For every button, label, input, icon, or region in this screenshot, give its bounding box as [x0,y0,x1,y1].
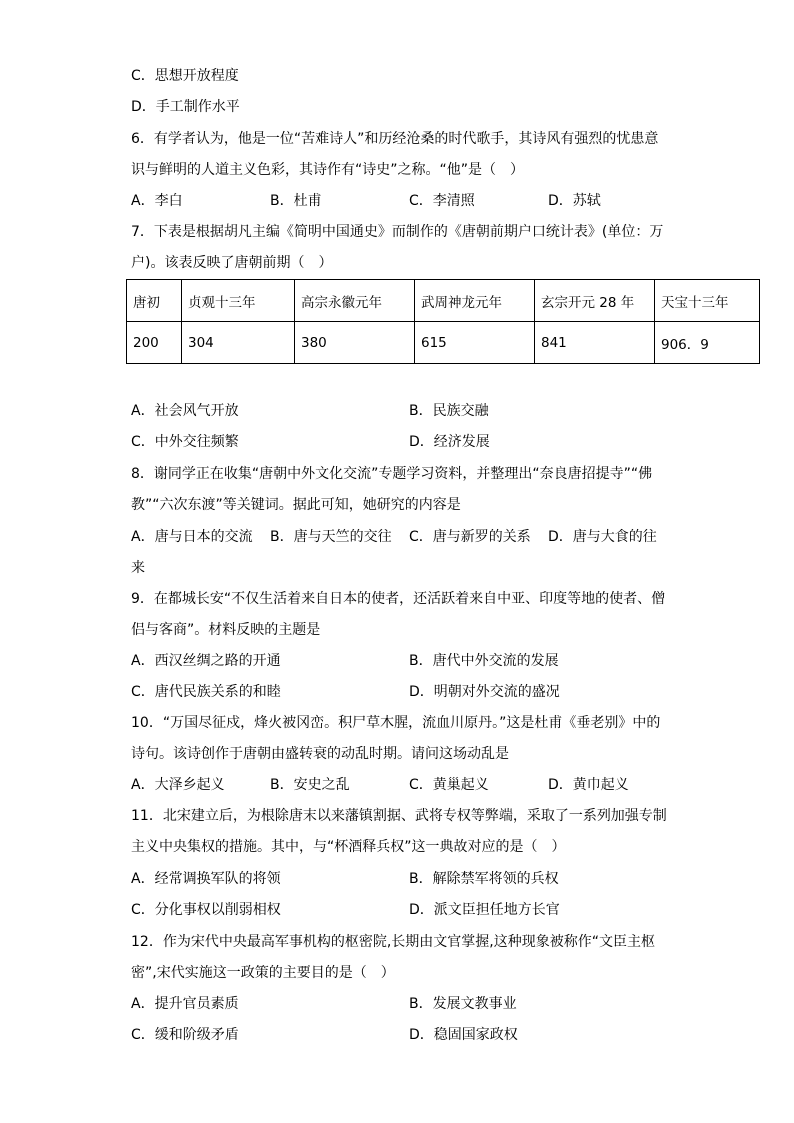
q7-option-a: A．社会风气开放 [131,403,239,419]
question-10-text-cont: 诗句。该诗创作于唐朝由盛转衰的动乱时期。请问这场动乱是 [131,746,509,762]
q6-option-b: B．杜甫 [270,193,322,209]
q10-option-d: D．黄巾起义 [548,777,629,793]
table-cell: 天宝十三年 [655,280,760,322]
q12-option-c: C．缓和阶级矛盾 [131,1027,239,1043]
q8-option-d: D．唐与大食的往 [548,529,657,545]
question-11-text-cont: 主义中央集权的措施。其中，与“杯酒释兵权”这一典故对应的是（ ） [131,839,566,855]
q9-option-d: D．明朝对外交流的盛况 [409,684,560,700]
table-cell: 唐初 [127,280,182,322]
q12-option-b: B．发展文教事业 [409,996,517,1012]
q10-option-a: A．大泽乡起义 [131,777,225,793]
question-12-text-cont: 密”,宋代实施这一政策的主要目的是（ ） [131,965,395,981]
q7-option-b: B．民族交融 [409,403,489,419]
q10-option-b: B．安史之乱 [270,777,350,793]
q7-option-d: D．经济发展 [409,434,490,450]
question-6-text-cont: 识与鲜明的人道主义色彩，其诗作有“诗史”之称。“他”是（ ） [131,162,525,178]
q8-option-b: B．唐与天竺的交往 [270,529,392,545]
q8-option-a: A．唐与日本的交流 [131,529,253,545]
question-7-text: 7．下表是根据胡凡主编《简明中国通史》而制作的《唐朝前期户口统计表》(单位：万 [131,224,664,240]
q7-option-c: C．中外交往频繁 [131,434,239,450]
q9-option-c: C．唐代民族关系的和睦 [131,684,281,700]
q11-option-b: B．解除禁军将领的兵权 [409,871,559,887]
question-9-text: 9．在都城长安“不仅生活着来自日本的使者，还活跃着来自中亚、印度等地的使者、僧 [131,591,666,607]
table-row [127,322,760,364]
table-cell: 高宗永徽元年 [295,280,415,322]
table-cell: 615 [415,322,535,364]
question-9-text-cont: 侣与客商”。材料反映的主题是 [131,622,321,638]
q8-option-d-cont: 来 [131,560,145,576]
table-cell: 200 [127,322,182,364]
table-header-row [127,280,760,322]
table-cell: 304 [182,322,295,364]
q9-option-a: A．西汉丝绸之路的开通 [131,653,281,669]
table-cell: 906．9 [655,322,760,364]
q12-option-d: D．稳固国家政权 [409,1027,518,1043]
population-table [126,279,760,364]
question-11-text: 11．北宋建立后，为根除唐末以来藩镇割据、武将专权等弊端，采取了一系列加强专制 [131,808,667,824]
q11-option-d: D．派文臣担任地方长官 [409,902,560,918]
question-6-text: 6．有学者认为，他是一位“苦难诗人”和历经沧桑的时代歌手，其诗风有强烈的忧患意 [131,131,659,147]
table-cell: 武周神龙元年 [415,280,535,322]
table-cell: 841 [535,322,655,364]
option-c-prev: C．思想开放程度 [131,68,239,84]
q6-option-c: C．李清照 [409,193,475,209]
table-cell: 贞观十三年 [182,280,295,322]
q6-option-d: D．苏轼 [548,193,601,209]
q8-option-c: C．唐与新罗的关系 [409,529,531,545]
option-d-prev: D．手工制作水平 [131,99,240,115]
q11-option-a: A．经常调换军队的将领 [131,871,281,887]
question-12-text: 12．作为宋代中央最高军事机构的枢密院,长期由文官掌握,这种现象被称作“文臣主枢 [131,934,655,950]
question-8-text-cont: 教”“六次东渡”等关键词。据此可知，她研究的内容是 [131,497,461,513]
q9-option-b: B．唐代中外交流的发展 [409,653,559,669]
question-8-text: 8．谢同学正在收集“唐朝中外文化交流”专题学习资料，并整理出“奈良唐招提寺”“佛 [131,466,653,482]
table-cell: 380 [295,322,415,364]
q6-option-a: A．李白 [131,193,183,209]
question-10-text: 10．“万国尽征戍，烽火被冈峦。积尸草木腥，流血川原丹。”这是杜甫《垂老别》中的 [131,715,661,731]
q12-option-a: A．提升官员素质 [131,996,239,1012]
q11-option-c: C．分化事权以削弱相权 [131,902,281,918]
q10-option-c: C．黄巢起义 [409,777,489,793]
question-7-text-cont: 户)。该表反映了唐朝前期（ ） [131,255,333,271]
table-cell: 玄宗开元 28 年 [535,280,655,322]
